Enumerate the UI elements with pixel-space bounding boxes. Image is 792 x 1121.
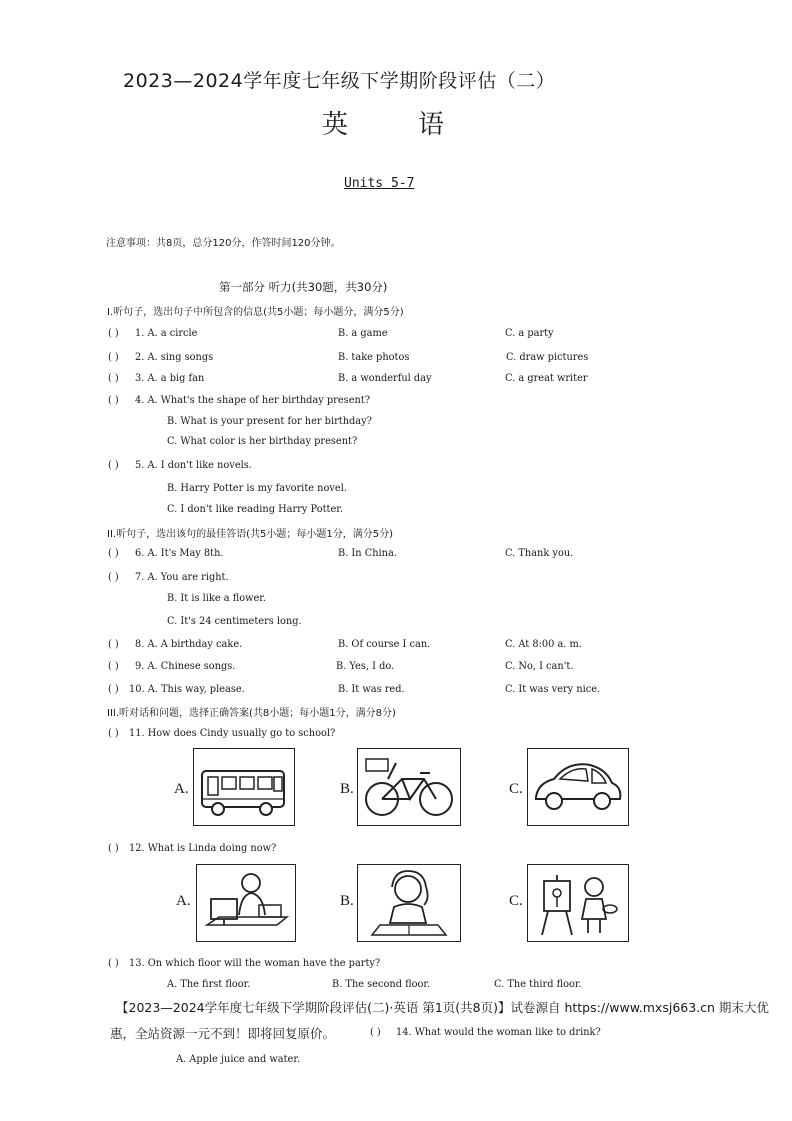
q1-option-b: B. a game — [338, 328, 388, 339]
q6-option-b: B. In China. — [338, 548, 397, 559]
answer-blank[interactable]: ( ) — [108, 328, 119, 339]
q13-option-a: A. The first floor. — [167, 979, 251, 990]
answer-blank[interactable]: ( ) — [108, 548, 119, 559]
q14-stem: 14. What would the woman like to drink? — [396, 1027, 601, 1038]
answer-blank[interactable]: ( ) — [108, 684, 119, 695]
pic-label-c: C. — [509, 893, 523, 909]
q7-option-a: 7. A. You are right. — [135, 572, 229, 583]
part-one-heading: 第一部分 听力(共30题，共30分) — [219, 280, 388, 294]
q5-option-b: B. Harry Potter is my favorite novel. — [167, 483, 347, 494]
answer-blank[interactable]: ( ) — [108, 460, 119, 471]
q13-option-c: C. The third floor. — [494, 979, 582, 990]
q3-option-b: B. a wonderful day — [338, 373, 432, 384]
section-2-heading: II.听句子，选出该句的最佳答语(共5小题；每小题1分，满分5分) — [107, 529, 393, 540]
q9-option-c: C. No, I can't. — [505, 661, 574, 672]
computer-icon — [197, 865, 295, 941]
q9-option-a: 9. A. Chinese songs. — [135, 661, 236, 672]
q2-option-c: C. draw pictures — [506, 352, 589, 363]
answer-blank[interactable]: ( ) — [108, 572, 119, 583]
answer-blank[interactable]: ( ) — [370, 1027, 381, 1038]
q8-option-c: C. At 8:00 a. m. — [505, 639, 582, 650]
units-label: Units 5-7 — [344, 176, 415, 191]
subject-char-1: 英 — [322, 110, 349, 140]
pic-label-a: A. — [174, 781, 189, 797]
q8-option-b: B. Of course I can. — [338, 639, 431, 650]
bus-icon — [194, 749, 294, 825]
exam-note: 注意事项：共8页，总分120分，作答时间120分钟。 — [106, 238, 341, 249]
q3-option-c: C. a great writer — [505, 373, 588, 384]
q10-option-a: 10. A. This way, please. — [129, 684, 245, 695]
easel-icon — [528, 865, 628, 941]
pic-label-b: B. — [340, 781, 354, 797]
q7-option-b: B. It is like a flower. — [167, 593, 267, 604]
answer-blank[interactable]: ( ) — [108, 843, 119, 854]
bicycle-icon — [358, 749, 460, 825]
q2-option-b: B. take photos — [338, 352, 410, 363]
q13-option-b: B. The second floor. — [332, 979, 431, 990]
q9-option-b: B. Yes, I do. — [336, 661, 395, 672]
bicycle-picture[interactable] — [357, 748, 461, 826]
q3-option-a: 3. A. a big fan — [135, 373, 205, 384]
answer-blank[interactable]: ( ) — [108, 395, 119, 406]
q14-option-a: A. Apple juice and water. — [176, 1054, 301, 1065]
q10-option-c: C. It was very nice. — [505, 684, 601, 695]
answer-blank[interactable]: ( ) — [108, 352, 119, 363]
bus-picture[interactable] — [193, 748, 295, 826]
painting-girl-picture[interactable] — [527, 864, 629, 942]
q4-option-a: 4. A. What's the shape of her birthday present? — [135, 395, 370, 406]
answer-blank[interactable]: ( ) — [108, 661, 119, 672]
section-1-heading: I.听句子，选出句子中所包含的信息(共5小题；每小题分，满分5分) — [107, 307, 404, 318]
car-icon — [528, 749, 628, 825]
q6-option-c: C. Thank you. — [505, 548, 574, 559]
q6-option-a: 6. A. It's May 8th. — [135, 548, 224, 559]
answer-blank[interactable]: ( ) — [108, 728, 119, 739]
pic-label-c: C. — [509, 781, 523, 797]
computer-girl-picture[interactable] — [196, 864, 296, 942]
answer-blank[interactable]: ( ) — [108, 958, 119, 969]
q5-option-c: C. I don't like reading Harry Potter. — [167, 504, 344, 515]
pic-label-a: A. — [176, 893, 191, 909]
subject-char-2: 语 — [418, 110, 445, 140]
q1-option-c: C. a party — [505, 328, 554, 339]
q11-stem: 11. How does Cindy usually go to school? — [129, 728, 336, 739]
car-picture[interactable] — [527, 748, 629, 826]
q7-option-c: C. It's 24 centimeters long. — [167, 616, 302, 627]
answer-blank[interactable]: ( ) — [108, 373, 119, 384]
q4-option-c: C. What color is her birthday present? — [167, 436, 358, 447]
q2-option-a: 2. A. sing songs — [135, 352, 214, 363]
q5-option-a: 5. A. I don't like novels. — [135, 460, 252, 471]
reading-icon — [358, 865, 460, 941]
answer-blank[interactable]: ( ) — [108, 639, 119, 650]
q13-stem: 13. On which floor will the woman have the party? — [129, 958, 381, 969]
q12-stem: 12. What is Linda doing now? — [129, 843, 277, 854]
footer-line-2: 惠，全站资源一元不到！即将回复原价。 — [110, 1026, 336, 1041]
exam-title: 2023—2024学年度七年级下学期阶段评估（二） — [123, 70, 556, 92]
q8-option-a: 8. A. A birthday cake. — [135, 639, 243, 650]
section-3-heading: III.听对话和问题，选择正确答案(共8小题；每小题1分，满分8分) — [107, 708, 396, 719]
q10-option-b: B. It was red. — [338, 684, 405, 695]
q4-option-b: B. What is your present for her birthday? — [167, 416, 372, 427]
footer-line-1: 【2023—2024学年度七年级下学期阶段评估(二)·英语 第1页(共8页)】试卷源自 https://www.mxsj663.cn 期末大优 — [116, 1000, 769, 1015]
reading-girl-picture[interactable] — [357, 864, 461, 942]
q1-option-a: 1. A. a circle — [135, 328, 198, 339]
pic-label-b: B. — [340, 893, 354, 909]
